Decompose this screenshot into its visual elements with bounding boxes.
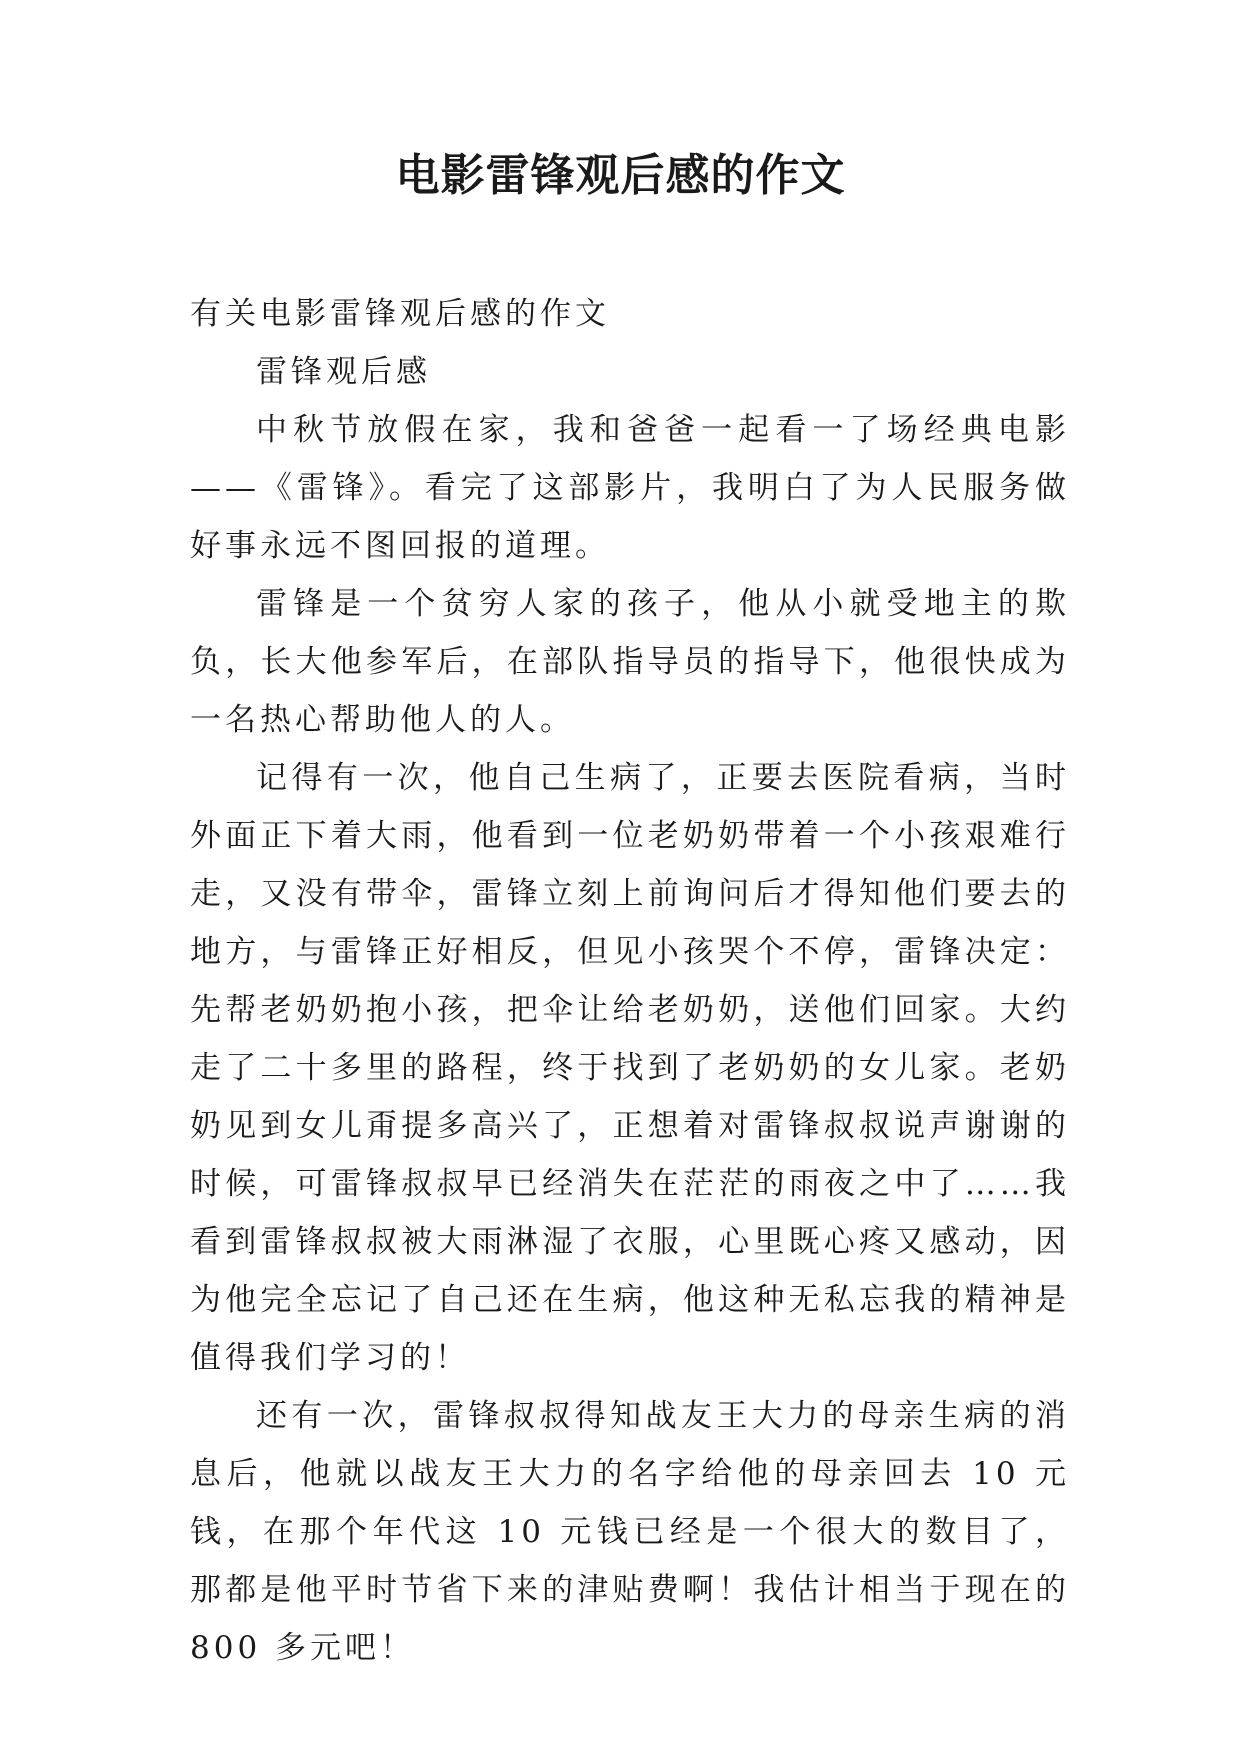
- paragraph-4: 还有一次，雷锋叔叔得知战友王大力的母亲生病的消息后，他就以战友王大力的名字给他的母亲回去 10 元钱，在那个年代这 10 元钱已经是一个很大的数目了，那都是他平时节省下来的津贴费啊！我估计相当于现在的 800 多元吧！: [190, 1398, 1070, 1666]
- document-subtitle: 有关电影雷锋观后感的作文: [190, 296, 610, 332]
- document-title: 电影雷锋观后感的作文: [395, 150, 846, 201]
- document-body: [190, 285, 1070, 1677]
- paragraph-1: 中秋节放假在家，我和爸爸一起看一了场经典电影——《雷锋》。看完了这部影片，我明白了为人民服务做好事永远不图回报的道理。: [190, 412, 1070, 564]
- section-heading: 雷锋观后感: [256, 354, 431, 390]
- paragraph-2: 雷锋是一个贫穷人家的孩子，他从小就受地主的欺负，长大他参军后，在部队指导员的指导下，他很快成为一名热心帮助他人的人。: [190, 586, 1070, 738]
- paragraph-3: 记得有一次，他自己生病了，正要去医院看病，当时外面正下着大雨，他看到一位老奶奶带着一个小孩艰难行走，又没有带伞，雷锋立刻上前询问后才得知他们要去的地方，与雷锋正好相反，但见小孩哭个不停，雷锋决定：先帮老奶奶抱小孩，把伞让给老奶奶，送他们回家。大约走了二十多里的路程，终于找到了老奶奶的女儿家。老奶奶见到女儿甭提多高兴了，正想着对雷锋叔叔说声谢谢的时候，可雷锋叔叔早已经消失在茫茫的雨夜之中了……我看到雷锋叔叔被大雨淋湿了衣服，心里既心疼又感动，因为他完全忘记了自己还在生病，他这种无私忘我的精神是值得我们学习的！: [190, 760, 1070, 1376]
